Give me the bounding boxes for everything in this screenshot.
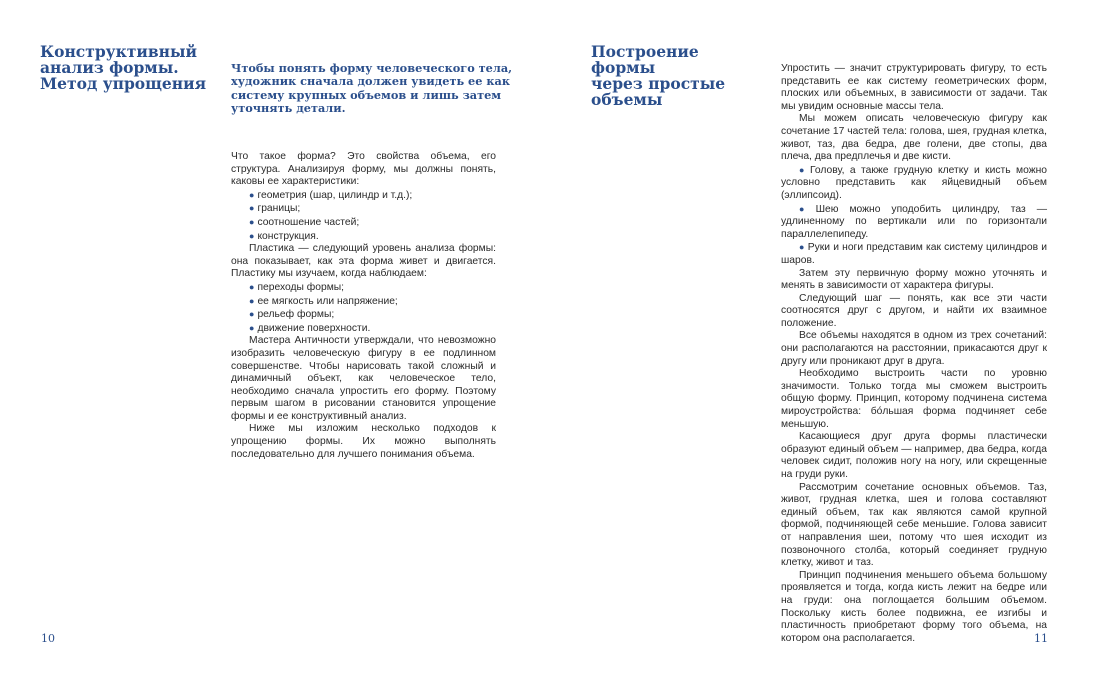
bullet-paragraph bbox=[781, 203, 1047, 242]
paragraph: Необходимо выстроить части по уровню значимости. Только тогда мы сможем выстроить общую форму. Принцип, которому подчинена система мироустройства: бо́льшая форма подчиняет себе меньшую. bbox=[781, 368, 1047, 430]
list-item-text: конструкция. bbox=[257, 230, 319, 242]
list-item bbox=[231, 216, 496, 230]
bullet-paragraph bbox=[781, 241, 1047, 267]
left-page-lead bbox=[231, 62, 521, 116]
antiquity-paragraph: Мастера Античности утверждали, что невозможно изобразить человеческую фигуру в ее подлинном совершенстве. Чтобы нарисовать такой сложный и динамичный объект, как человеческое тело, необходимо сначала упростить его форму. Поэтому первым шагом в рисовании становится упрощение формы и ее конструктивный анализ. bbox=[231, 335, 496, 422]
paragraph: Мы можем описать человеческую фигуру как сочетание 17 частей тела: голова, шея, грудная клетка, живот, таз, два бедра, две голени, две стопы, два плеча, два предплечья и две кисти. bbox=[781, 113, 1047, 163]
plastic-paragraph: Пластика — следующий уровень анализа формы: она показывает, как эта форма живет и двигается. Пластику мы изучаем, когда наблюдаем: bbox=[231, 243, 496, 280]
paragraph: Затем эту первичную форму можно уточнять и менять в зависимости от характера фигуры. bbox=[781, 267, 1047, 292]
bullet-icon: ● bbox=[249, 295, 255, 306]
plastic-list bbox=[231, 281, 496, 335]
paragraph: Касающиеся друг друга формы пластически образуют единый объем — например, два бедра, когда человек сидит, положив ногу на ногу, или скрещенные на груди руки. bbox=[781, 431, 1047, 480]
list-item bbox=[231, 322, 496, 336]
left-heading-line-3: Метод упрощения bbox=[40, 74, 207, 93]
paragraph: Следующий шаг — понять, как все эти части соотносятся друг с другом, и найти их взаимное положение. bbox=[781, 292, 1047, 329]
right-heading-line-3: объемы bbox=[591, 90, 663, 109]
list-item-text: движение поверхности. bbox=[257, 322, 371, 334]
bullet-icon: ● bbox=[249, 322, 255, 333]
list-item-text: рельеф формы; bbox=[257, 309, 335, 321]
left-heading-line-1: Конструктивный bbox=[40, 42, 198, 61]
right-heading-line-1: Построение формы bbox=[591, 42, 699, 77]
right-heading-line-2: через простые bbox=[591, 74, 726, 93]
bullet-icon: ● bbox=[249, 281, 255, 292]
list-item bbox=[231, 281, 496, 295]
lead-line-4: уточнять детали. bbox=[231, 101, 346, 116]
bullet-text: Шею можно уподобить цилиндру, таз — удлиненному по вертикали или по горизонтали параллелепипеду. bbox=[781, 203, 1048, 240]
paragraph: Упростить — значит структурировать фигуру, то есть представить ее как систему геометрических форм, плоских или объемных, в зависимости от задачи. Так мы увидим основные массы тела. bbox=[781, 63, 1047, 112]
right-page-heading bbox=[591, 44, 761, 108]
bullet-icon: ● bbox=[249, 189, 255, 200]
bullet-icon: ● bbox=[799, 203, 813, 214]
list-item-text: ее мягкость или напряжение; bbox=[257, 295, 398, 307]
list-item-text: геометрия (шар, цилиндр и т.д.); bbox=[257, 189, 413, 201]
bullet-icon: ● bbox=[249, 216, 255, 227]
form-characteristics-list bbox=[231, 189, 496, 243]
lead-line-1: Чтобы понять форму человеческого тела, bbox=[231, 61, 513, 75]
list-item-text: соотношение частей; bbox=[257, 216, 360, 228]
paragraph: Принцип подчинения меньшего объема большому проявляется и тогда, когда кисть лежит на бедре или на груди: она поглощается большим объемом. Поскольку кисть более подвижна, ее изгибы и пластичность приобретают форму того объема, на котором она располагается. bbox=[781, 569, 1047, 644]
page-number-left: 10 bbox=[41, 632, 55, 645]
left-page-heading bbox=[40, 44, 210, 92]
approaches-paragraph: Ниже мы изложим несколько подходов к упрощению формы. Их можно выполнять последовательно для лучшего понимания объема. bbox=[231, 423, 496, 460]
left-heading-line-2: анализ формы. bbox=[40, 58, 179, 77]
list-item-text: переходы формы; bbox=[257, 281, 345, 293]
list-item-text: границы; bbox=[257, 203, 301, 215]
list-item bbox=[231, 202, 496, 216]
bullet-icon: ● bbox=[799, 242, 805, 253]
list-item bbox=[231, 295, 496, 309]
left-page-body bbox=[231, 151, 496, 461]
bullet-paragraph bbox=[781, 164, 1047, 203]
bullet-text: Руки и ноги представим как систему цилиндров и шаров. bbox=[781, 242, 1047, 266]
paragraph: Рассмотрим сочетание основных объемов. Таз, живот, грудная клетка, шея и голова составляют единый объем, так как являются самой крупной формой, подчиняющей себе меньшие. Голова зависит от направления шеи, потому что шея исходит из позвоночного столба, который соединяет грудную клетку, живот и таз. bbox=[781, 481, 1047, 569]
bullet-icon: ● bbox=[799, 164, 807, 175]
lead-line-2: художник сначала должен увидеть ее как bbox=[231, 74, 510, 89]
right-page-body bbox=[781, 63, 1047, 645]
list-item bbox=[231, 189, 496, 203]
intro-paragraph: Что такое форма? Это свойства объема, его структура. Анализируя форму, мы должны понять, каковы ее характеристики: bbox=[231, 151, 496, 188]
bullet-text: Голову, а также грудную клетку и кисть можно условно представить как яйцевидный объем (эллипсоид). bbox=[781, 164, 1048, 201]
list-item bbox=[231, 308, 496, 322]
bullet-icon: ● bbox=[249, 203, 255, 214]
bullet-icon: ● bbox=[249, 309, 255, 320]
lead-line-3: систему крупных объемов и лишь затем bbox=[231, 87, 502, 102]
list-item bbox=[231, 230, 496, 244]
bullet-icon: ● bbox=[249, 230, 255, 241]
page-number-right: 11 bbox=[1034, 632, 1048, 645]
paragraph: Все объемы находятся в одном из трех сочетаний: они располагаются на расстоянии, прикасаются друг к другу или проникают друг в друга. bbox=[781, 330, 1047, 367]
